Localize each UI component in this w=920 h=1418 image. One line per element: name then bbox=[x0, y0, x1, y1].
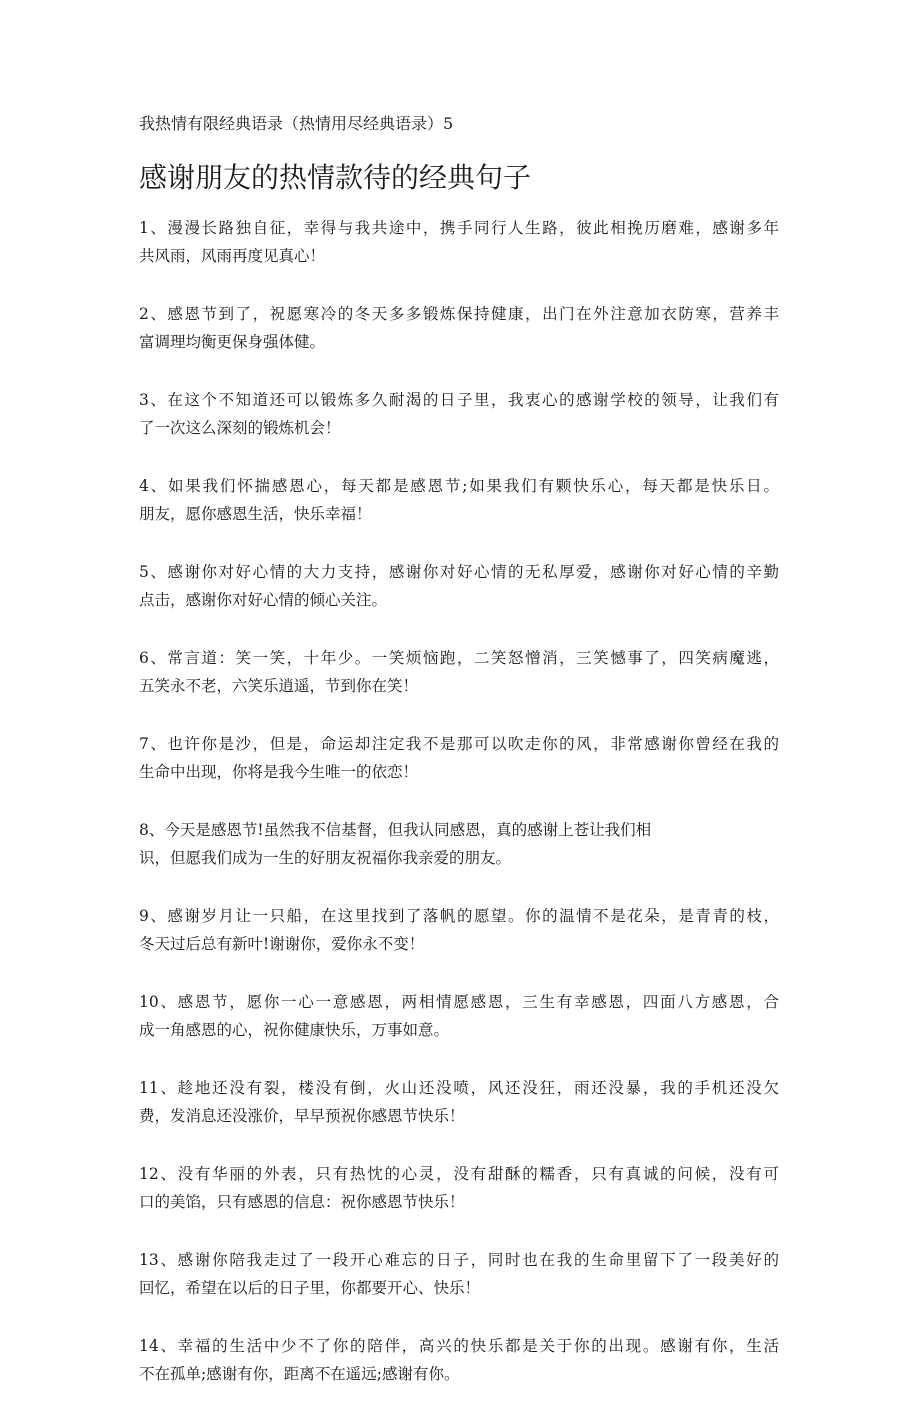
quote-item-9 bbox=[139, 902, 779, 958]
quote-line: 成一角感恩的心，祝你健康快乐，万事如意。 bbox=[139, 1021, 450, 1039]
quote-item-14 bbox=[139, 1332, 779, 1388]
document-title: 感谢朋友的热情款待的经典句子 bbox=[139, 161, 532, 194]
quote-line: 回忆，希望在以后的日子里，你都要开心、快乐！ bbox=[139, 1279, 481, 1297]
quote-line: 12、没有华丽的外表，只有热忱的心灵，没有甜酥的糯香，只有真诚的问候，没有可 bbox=[139, 1165, 779, 1183]
quote-line: 富调理均衡更保身强体健。 bbox=[139, 333, 326, 351]
quote-line: 点击，感谢你对好心情的倾心关注。 bbox=[139, 591, 388, 609]
quote-line: 5、感谢你对好心情的大力支持，感谢你对好心情的无私厚爱，感谢你对好心情的辛勤 bbox=[139, 563, 779, 581]
quote-line: 3、在这个不知道还可以锻炼多久耐渴的日子里，我衷心的感谢学校的领导，让我们有 bbox=[139, 391, 779, 409]
quote-line: 费，发消息还没涨价，早早预祝你感恩节快乐！ bbox=[139, 1107, 465, 1125]
quote-line: 13、感谢你陪我走过了一段开心难忘的日子，同时也在我的生命里留下了一段美好的 bbox=[139, 1251, 779, 1269]
quote-item-13 bbox=[139, 1246, 779, 1302]
quote-item-11 bbox=[139, 1074, 779, 1130]
quote-line: 识，但愿我们成为一生的好朋友祝福你我亲爱的朋友。 bbox=[139, 849, 512, 867]
quote-line: 口的美馅，只有感恩的信息：祝你感恩节快乐！ bbox=[139, 1193, 465, 1211]
quote-line: 6、常言道：笑一笑，十年少。一笑烦恼跑，二笑怒憎消，三笑憾事了，四笑病魔逃， bbox=[139, 649, 779, 667]
quote-item-10 bbox=[139, 988, 779, 1044]
quote-item-5 bbox=[139, 558, 779, 614]
quote-item-4 bbox=[139, 472, 779, 528]
quote-item-7 bbox=[139, 730, 779, 786]
quote-line: 4、如果我们怀揣感恩心，每天都是感恩节;如果我们有颗快乐心，每天都是快乐日。 bbox=[139, 477, 779, 495]
quote-line: 1、漫漫长路独自征，幸得与我共途中，携手同行人生路，彼此相挽历磨难，感谢多年 bbox=[139, 219, 779, 237]
quote-line: 14、幸福的生活中少不了你的陪伴，高兴的快乐都是关于你的出现。感谢有你，生活 bbox=[139, 1337, 779, 1355]
quote-item-6 bbox=[139, 644, 779, 700]
quote-line: 五笑永不老，六笑乐逍遥，节到你在笑！ bbox=[139, 677, 419, 695]
quote-line: 冬天过后总有新叶!谢谢你，爱你永不变！ bbox=[139, 935, 425, 953]
quote-line: 10、感恩节，愿你一心一意感恩，两相情愿感恩，三生有幸感恩，四面八方感恩，合 bbox=[139, 993, 779, 1011]
quote-line: 11、趁地还没有裂，楼没有倒，火山还没喷，风还没狂，雨还没暴，我的手机还没欠 bbox=[139, 1079, 779, 1097]
quote-line: 共风雨，风雨再度见真心！ bbox=[139, 247, 326, 265]
quote-line: 9、感谢岁月让一只船，在这里找到了落帆的愿望。你的温情不是花朵，是青青的枝， bbox=[139, 907, 779, 925]
quote-line: 不在孤单;感谢有你，距离不在遥远;感谢有你。 bbox=[139, 1365, 460, 1383]
quote-item-3 bbox=[139, 386, 779, 442]
quote-line: 生命中出现，你将是我今生唯一的依恋！ bbox=[139, 763, 419, 781]
quote-list bbox=[139, 214, 779, 1418]
quote-line: 了一次这么深刻的锻炼机会！ bbox=[139, 419, 341, 437]
quote-item-1 bbox=[139, 214, 779, 270]
quote-line: 8、今天是感恩节!虽然我不信基督，但我认同感恩，真的感谢上苍让我们相 bbox=[139, 821, 652, 839]
quote-item-8 bbox=[139, 816, 779, 872]
quote-line: 朋友，愿你感恩生活，快乐幸福！ bbox=[139, 505, 372, 523]
quote-item-2 bbox=[139, 300, 779, 356]
quote-line: 7、也许你是沙，但是，命运却注定我不是那可以吹走你的风，非常感谢你曾经在我的 bbox=[139, 735, 779, 753]
quote-line: 2、感恩节到了，祝愿寒冷的冬天多多锻炼保持健康，出门在外注意加衣防寒，营养丰 bbox=[139, 305, 779, 323]
quote-item-12 bbox=[139, 1160, 779, 1216]
document-header: 我热情有限经典语录（热情用尽经典语录）5 bbox=[139, 114, 454, 133]
